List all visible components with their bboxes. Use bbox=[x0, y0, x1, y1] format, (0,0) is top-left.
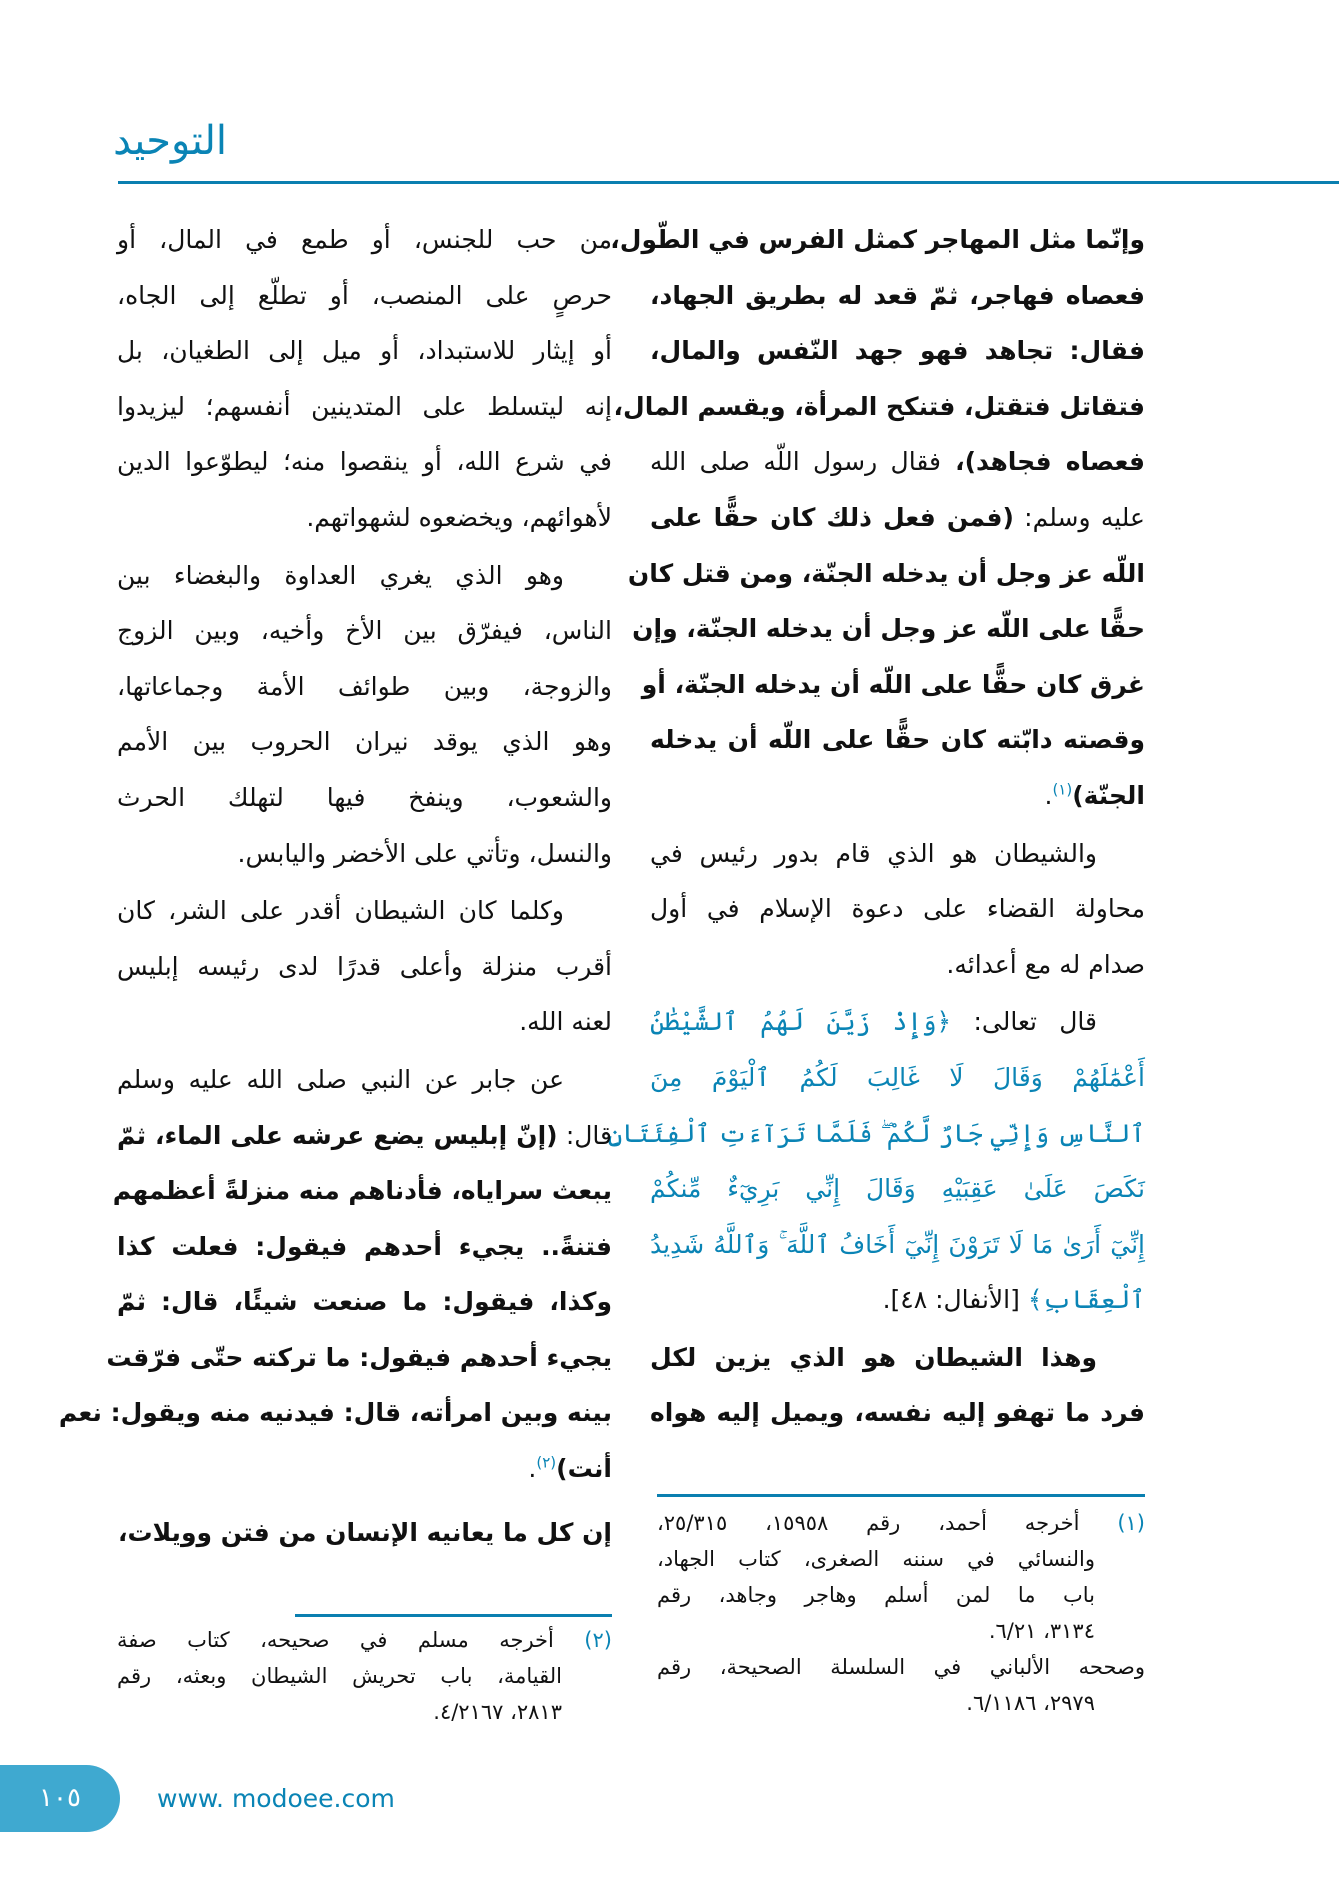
text-line bbox=[117, 1658, 612, 1694]
text-segment: محاولة القضاء على دعوة الإسلام في أول bbox=[650, 894, 1145, 924]
text-line bbox=[650, 1330, 1145, 1386]
text-segment: أنت) bbox=[556, 1454, 612, 1484]
text-segment: الجنّة) bbox=[1072, 780, 1145, 810]
header-divider bbox=[118, 181, 1339, 184]
text-segment: يبعث سراياه، فأدناهم منه منزلةً أعظمهم bbox=[112, 1176, 612, 1206]
text-segment: وقصته دابّته كان حقًّا على اللّه أن يدخله bbox=[650, 725, 1145, 755]
paragraph bbox=[117, 212, 612, 546]
text-line bbox=[607, 1106, 1145, 1162]
text-segment: والنسل، وتأتي على الأخضر واليابس. bbox=[237, 838, 612, 868]
paragraph bbox=[117, 1505, 612, 1561]
text-segment: وهو الذي يغري العداوة والبغضاء بين bbox=[117, 560, 564, 590]
text-line bbox=[632, 601, 1145, 657]
text-line bbox=[650, 937, 1145, 993]
text-segment: والنسائي في سننه الصغرى، كتاب الجهاد، bbox=[657, 1547, 1095, 1571]
text-line bbox=[610, 212, 1145, 268]
text-segment: فقال رسول اللّه صلى الله bbox=[650, 447, 941, 477]
page-number-badge: ١٠٥ bbox=[0, 1765, 120, 1832]
text-line bbox=[650, 994, 1145, 1050]
text-line bbox=[650, 881, 1145, 937]
text-segment: غرق كان حقًّا على اللّه أن يدخله الجنّة، أو bbox=[641, 669, 1145, 699]
text-segment: ٢٩٧٩، ٦/١١٨٦. bbox=[966, 1691, 1095, 1715]
text-segment: اللّه عز وجل أن يدخله الجنّة، ومن قتل كان bbox=[627, 558, 1145, 588]
text-segment: فعصاه فجاهد)، bbox=[940, 447, 1145, 477]
text-segment: والشعوب، وينفخ فيها لتهلك الحرث bbox=[117, 782, 612, 812]
text-segment: . bbox=[1044, 780, 1053, 810]
text-segment: ٣١٣٤، ٦/٢١. bbox=[988, 1619, 1095, 1643]
text-segment: (إنّ إبليس يضع عرشه على الماء، ثمّ bbox=[117, 1120, 558, 1150]
text-segment: وإنّما مثل المهاجر كمثل الفرس في الطّول، bbox=[610, 225, 1145, 254]
text-line bbox=[650, 1385, 1145, 1441]
text-line bbox=[117, 1219, 612, 1275]
text-line bbox=[117, 714, 612, 770]
text-segment: قال: bbox=[557, 1120, 612, 1150]
text-line bbox=[117, 490, 612, 546]
text-segment: فتنةً.. يجيء أحدهم فيقول: فعلت كذا bbox=[117, 1231, 612, 1261]
footnote-divider-right bbox=[657, 1494, 1145, 1497]
text-segment: بينه وبين امرأته، قال: فيدنيه منه ويقول: نعم bbox=[58, 1398, 612, 1428]
text-segment: عن جابر عن النبي صلى الله عليه وسلم bbox=[117, 1064, 564, 1094]
footnote-number: (٢) bbox=[553, 1628, 612, 1652]
text-segment: فعصاه فهاجر، ثمّ قعد له بطريق الجهاد، bbox=[650, 280, 1145, 310]
text-line bbox=[117, 994, 612, 1050]
text-segment: فقال: تجاهد فهو جهد النّفس والمال، bbox=[650, 336, 1145, 366]
text-segment: صدام له مع أعدائه. bbox=[946, 949, 1145, 979]
text-segment: . bbox=[528, 1454, 537, 1484]
text-segment: الناس، فيفرّق بين الأخ وأخيه، وبين الزوج bbox=[117, 616, 612, 646]
text-line bbox=[650, 712, 1145, 768]
text-segment: عليه وسلم: bbox=[1013, 502, 1145, 532]
text-segment: [الأنفال: ٤٨]. bbox=[882, 1285, 1028, 1315]
text-segment: فتقاتل فتقتل، فتنكح المرأة، ويقسم المال، bbox=[613, 391, 1145, 421]
text-segment: أقرب منزلة وأعلى قدرًا لدى رئيسه إبليس bbox=[117, 951, 612, 981]
footnote-reference: (٢) bbox=[536, 1453, 557, 1472]
quran-verse-text: ٱلْعِقَابِ﴾ bbox=[1027, 1285, 1145, 1315]
text-segment: حرصٍ على المنصب، أو تطلّع إلى الجاه، bbox=[117, 280, 612, 310]
text-segment: وكلما كان الشيطان أقدر على الشر، كان bbox=[117, 896, 564, 926]
text-segment: وصححه الألباني في السلسلة الصحيحة، رقم bbox=[657, 1655, 1145, 1679]
text-segment: قال تعالى: bbox=[951, 1007, 1097, 1037]
text-segment: في شرع الله، أو ينقصوا منه؛ ليطوّعوا الدين bbox=[117, 447, 612, 477]
text-segment: ٢٨١٣، ٤/٢١٦٧. bbox=[433, 1700, 562, 1724]
left-text-column bbox=[58, 212, 612, 1562]
text-segment: القيامة، باب تحريش الشيطان وبعثه، رقم bbox=[117, 1664, 562, 1688]
text-segment: والزوجة، وبين طوائف الأمة وجماعاتها، bbox=[117, 671, 612, 701]
text-segment: باب ما لمن أسلم وهاجر وجاهد، رقم bbox=[657, 1583, 1095, 1607]
text-line bbox=[117, 379, 612, 435]
text-segment: (فمن فعل ذلك كان حقًّا على bbox=[650, 502, 1014, 532]
paragraph bbox=[58, 1052, 612, 1497]
paragraph bbox=[650, 826, 1145, 993]
footnote-divider-left bbox=[295, 1614, 612, 1617]
text-line bbox=[117, 770, 612, 826]
text-segment: حقًّا على اللّه عز وجل أن يدخله الجنّة، وإن bbox=[632, 614, 1145, 644]
text-segment: من حب للجنس، أو طمع في المال، أو bbox=[117, 225, 612, 254]
text-segment: لأهوائهم، ويخضعوه لشهواتهم. bbox=[306, 502, 612, 532]
text-segment: والشيطان هو الذي قام بدور رئيس في bbox=[650, 838, 1097, 868]
text-line bbox=[117, 1108, 612, 1164]
text-line bbox=[650, 323, 1145, 379]
quran-verse-text: أَعْمَٰلَهُمْ وَقَالَ لَا غَالِبَ لَكُمُ ٱلْيَوْمَ مِنَ bbox=[650, 1062, 1145, 1092]
quran-verse-text: نَكَصَ عَلَىٰ عَقِبَيْهِ وَقَالَ إِنِّي بَرِيٓءٌ مِّنكُمْ bbox=[650, 1174, 1145, 1204]
text-line bbox=[650, 826, 1145, 882]
paragraph bbox=[117, 548, 612, 882]
text-line bbox=[657, 1577, 1145, 1613]
text-segment: أخرجه مسلم في صحيحه، كتاب صفة bbox=[117, 1628, 554, 1652]
text-line bbox=[117, 826, 612, 882]
paragraph bbox=[117, 883, 612, 1050]
text-line bbox=[112, 1163, 612, 1219]
text-line bbox=[657, 1613, 1145, 1649]
text-line bbox=[613, 379, 1145, 435]
text-line bbox=[657, 1685, 1145, 1721]
text-segment: وهو الذي يوقد نيران الحروب بين الأمم bbox=[117, 727, 612, 757]
text-line bbox=[650, 434, 1145, 490]
text-line bbox=[650, 1217, 1145, 1273]
text-line bbox=[627, 546, 1145, 602]
text-segment: وكذا، فيقول: ما صنعت شيئًا، قال: ثمّ bbox=[117, 1287, 612, 1317]
paragraph bbox=[650, 1330, 1145, 1441]
text-segment: أو إيثار للاستبداد، أو ميل إلى الطغيان، بل bbox=[117, 336, 612, 366]
quran-verse-text: ٱلنَّاسِ وَإِنِّي جَارٌ لَّكُمْ ۖ فَلَمَّا تَرَآءَتِ ٱلْفِئَتَانِ bbox=[607, 1118, 1145, 1148]
text-line bbox=[657, 1541, 1145, 1577]
text-line bbox=[117, 268, 612, 324]
text-line bbox=[657, 1505, 1145, 1541]
text-line bbox=[117, 1052, 612, 1108]
text-line bbox=[650, 1272, 1145, 1328]
text-segment: إنه ليتسلط على المتدينين أنفسهم؛ ليزيدوا bbox=[117, 391, 612, 421]
text-line bbox=[650, 268, 1145, 324]
paragraph bbox=[607, 994, 1145, 1328]
quran-verse-text: ﴿وَإِذْ زَيَّنَ لَهُمُ ٱلشَّيْطَٰنُ bbox=[650, 1007, 952, 1037]
text-line bbox=[117, 939, 612, 995]
text-line bbox=[117, 212, 612, 268]
text-line bbox=[117, 1441, 612, 1497]
text-segment: لعنه الله. bbox=[519, 1007, 612, 1037]
text-line bbox=[106, 1330, 612, 1386]
text-line bbox=[117, 323, 612, 379]
text-segment: أخرجه أحمد، رقم ١٥٩٥٨، ٢٥/٣١٥، bbox=[657, 1511, 1080, 1535]
text-line bbox=[117, 659, 612, 715]
text-line bbox=[657, 1649, 1145, 1685]
chapter-title: التوحيد bbox=[113, 118, 227, 164]
paragraph bbox=[610, 212, 1145, 824]
footnote-number: (١) bbox=[1079, 1511, 1145, 1535]
text-line bbox=[117, 434, 612, 490]
text-segment: يجيء أحدهم فيقول: ما تركته حتّى فرّقت bbox=[106, 1342, 612, 1372]
text-line bbox=[117, 1505, 612, 1561]
text-line bbox=[117, 883, 612, 939]
text-segment: إن كل ما يعانيه الإنسان من فتن وويلات، bbox=[117, 1517, 612, 1547]
text-line bbox=[117, 548, 612, 604]
footnotes-right bbox=[657, 1505, 1145, 1721]
text-line bbox=[117, 1694, 612, 1730]
text-segment: فرد ما تهفو إليه نفسه، ويميل إليه هواه bbox=[650, 1398, 1145, 1428]
text-line bbox=[650, 768, 1145, 824]
text-line bbox=[117, 603, 612, 659]
footnote-reference: (١) bbox=[1052, 780, 1073, 799]
footnotes-left bbox=[117, 1622, 612, 1730]
website-link[interactable]: www. modoee.com bbox=[157, 1784, 395, 1813]
text-line bbox=[650, 1161, 1145, 1217]
text-line bbox=[117, 1622, 612, 1658]
text-line bbox=[641, 657, 1145, 713]
text-line bbox=[58, 1385, 612, 1441]
quran-verse-text: إِنِّيٓ أَرَىٰ مَا لَا تَرَوْنَ إِنِّيٓ أَخَافُ ٱللَّهَ ۚ وَٱللَّهُ شَدِيدُ bbox=[650, 1229, 1145, 1259]
text-segment: وهذا الشيطان هو الذي يزين لكل bbox=[650, 1342, 1097, 1372]
text-line bbox=[117, 1274, 612, 1330]
text-line bbox=[650, 1050, 1145, 1106]
text-line bbox=[650, 490, 1145, 546]
right-text-column bbox=[607, 212, 1145, 1443]
